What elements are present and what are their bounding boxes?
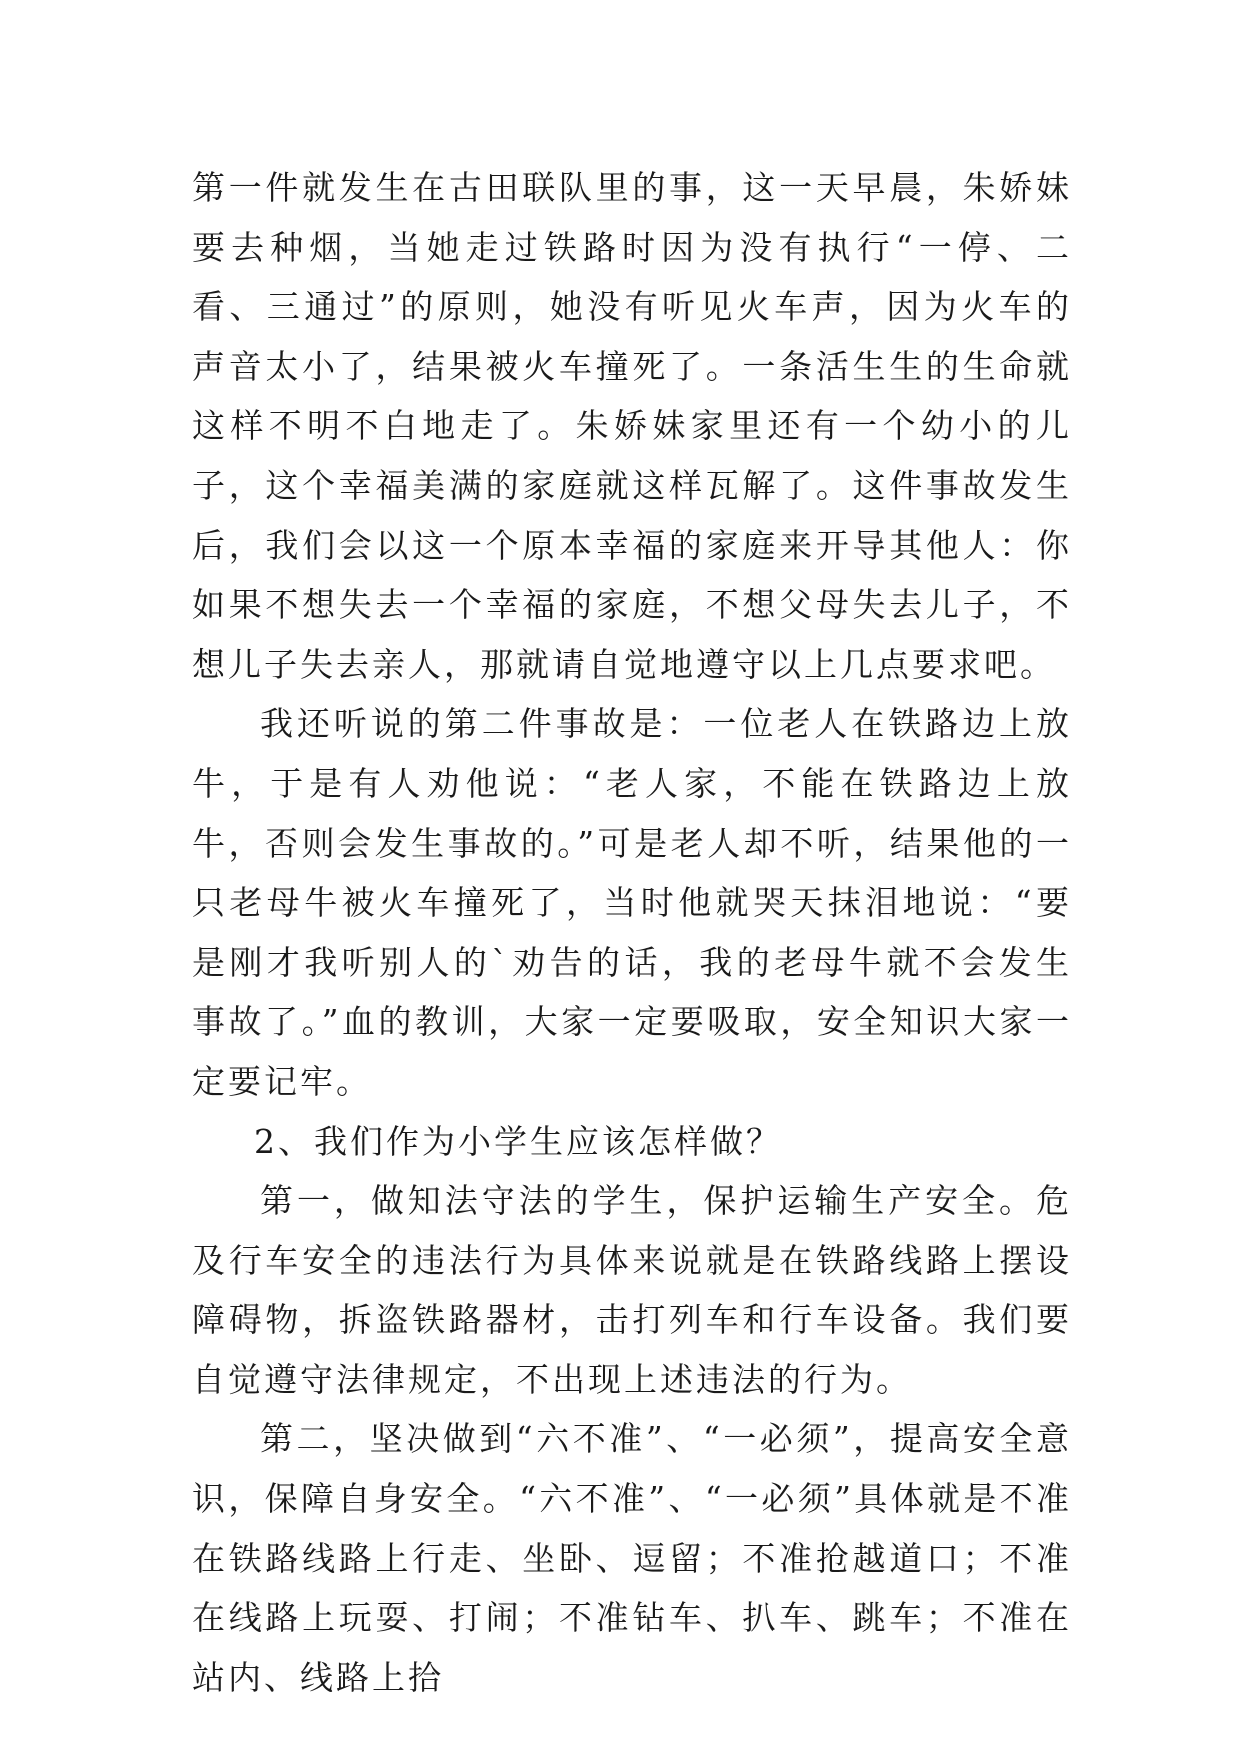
body-text [192,158,1072,1707]
paragraph-accident-two: 我还听说的第二件事故是：一位老人在铁路边上放牛，于是有人劝他说：“老人家，不能在铁路边上放牛，否则会发生事故的。”可是老人却不听，结果他的一只老母牛被火车撞死了，当时他就哭天抹泪地说：“要是刚才我听别人的`劝告的话，我的老母牛就不会发生事故了。”血的教训，大家一定要吸取，安全知识大家一定要记牢。 [192,704,1072,1101]
paragraph-point-two: 第二，坚决做到“六不准”、“一必须”，提高安全意识，保障自身安全。“六不准”、“一必须”具体就是不准在铁路线路上行走、坐卧、逗留；不准抢越道口；不准在线路上玩耍、打闹；不准钻车、扒车、跳车；不准在站内、线路上拾 [192,1419,1072,1697]
paragraph-accident-one: 第一件就发生在古田联队里的事，这一天早晨，朱娇妹要去种烟，当她走过铁路时因为没有执行“一停、二看、三通过”的原则，她没有听见火车声，因为火车的声音太小了，结果被火车撞死了。一条活生生的生命就这样不明不白地走了。朱娇妹家里还有一个幼小的儿子，这个幸福美满的家庭就这样瓦解了。这件事故发生后，我们会以这一个原本幸福的家庭来开导其他人：你如果不想失去一个幸福的家庭，不想父母失去儿子，不想儿子失去亲人，那就请自觉地遵守以上几点要求吧。 [192,168,1072,684]
section-heading: 2、我们作为小学生应该怎样做？ [254,1121,782,1161]
paragraph-point-one: 第一，做知法守法的学生，保护运输生产安全。危及行车安全的违法行为具体来说就是在铁路线路上摆设障碍物，拆盗铁路器材，击打列车和行车设备。我们要自觉遵守法律规定，不出现上述违法的行为。 [192,1181,1072,1399]
